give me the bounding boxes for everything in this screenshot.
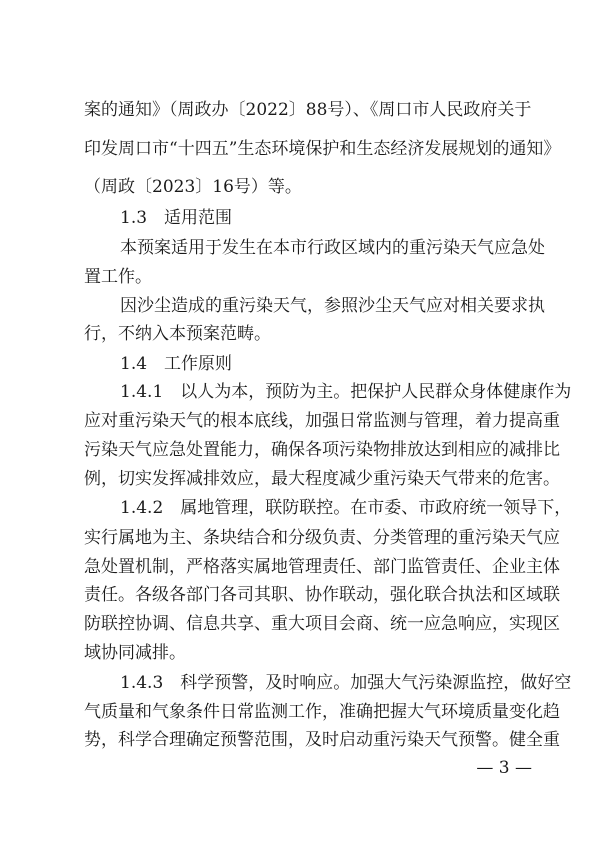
text-line: 急处置机制，严格落实属地管理责任、部门监管责任、企业主体: [84, 557, 560, 577]
text-line: 实行属地为主、条块结合和分级负责、分类管理的重污染天气应: [84, 528, 560, 548]
section-heading-1-3: 1.3 适用范围: [120, 208, 233, 228]
section-heading-1-4: 1.4 工作原则: [120, 354, 233, 374]
text-line: 因沙尘造成的重污染天气，参照沙尘天气应对相关要求执: [120, 296, 545, 316]
text-line: 污染天气应急处置能力，确保各项污染物排放达到相应的减排比: [84, 440, 560, 460]
page-number: — 3 —: [476, 758, 532, 778]
text-line: 防联控协调、信息共享、重大项目会商、统一应急响应，实现区: [84, 614, 560, 634]
text-line: 1.4.2 属地管理，联防联控。在市委、市政府统一领导下，: [120, 498, 572, 518]
text-line: 应对重污染天气的根本底线，加强日常监测与管理，着力提高重: [84, 411, 560, 431]
text-line: 置工作。: [84, 267, 152, 287]
text-line: 例，切实发挥减排效应，最大程度减少重污染天气带来的危害。: [84, 469, 560, 489]
text-line: 责任。各级各部门各司其职、协作联动，强化联合执法和区域联: [84, 585, 560, 605]
text-line: 域协同减排。: [84, 643, 186, 663]
text-line: 本预案适用于发生在本市行政区域内的重污染天气应急处: [120, 238, 545, 258]
text-line: 势，科学合理确定预警范围，及时启动重污染天气预警。健全重: [84, 730, 560, 750]
text-line: 气质量和气象条件日常监测工作，准确把握大气环境质量变化趋: [84, 702, 560, 722]
text-line: 印发周口市“十四五”生态环境保护和生态经济发展规划的通知》: [84, 139, 561, 159]
text-line: （周政〔2023〕16号）等。: [84, 177, 302, 197]
text-line: 1.4.3 科学预警，及时响应。加强大气污染源监控，做好空: [120, 673, 572, 693]
text-line: 案的通知》（周政办〔2022〕88号）、《周口市人民政府关于: [84, 100, 532, 120]
text-line: 1.4.1 以人为本，预防为主。把保护人民群众身体健康作为: [120, 382, 572, 402]
text-line: 行，不纳入本预案范畴。: [84, 324, 271, 344]
